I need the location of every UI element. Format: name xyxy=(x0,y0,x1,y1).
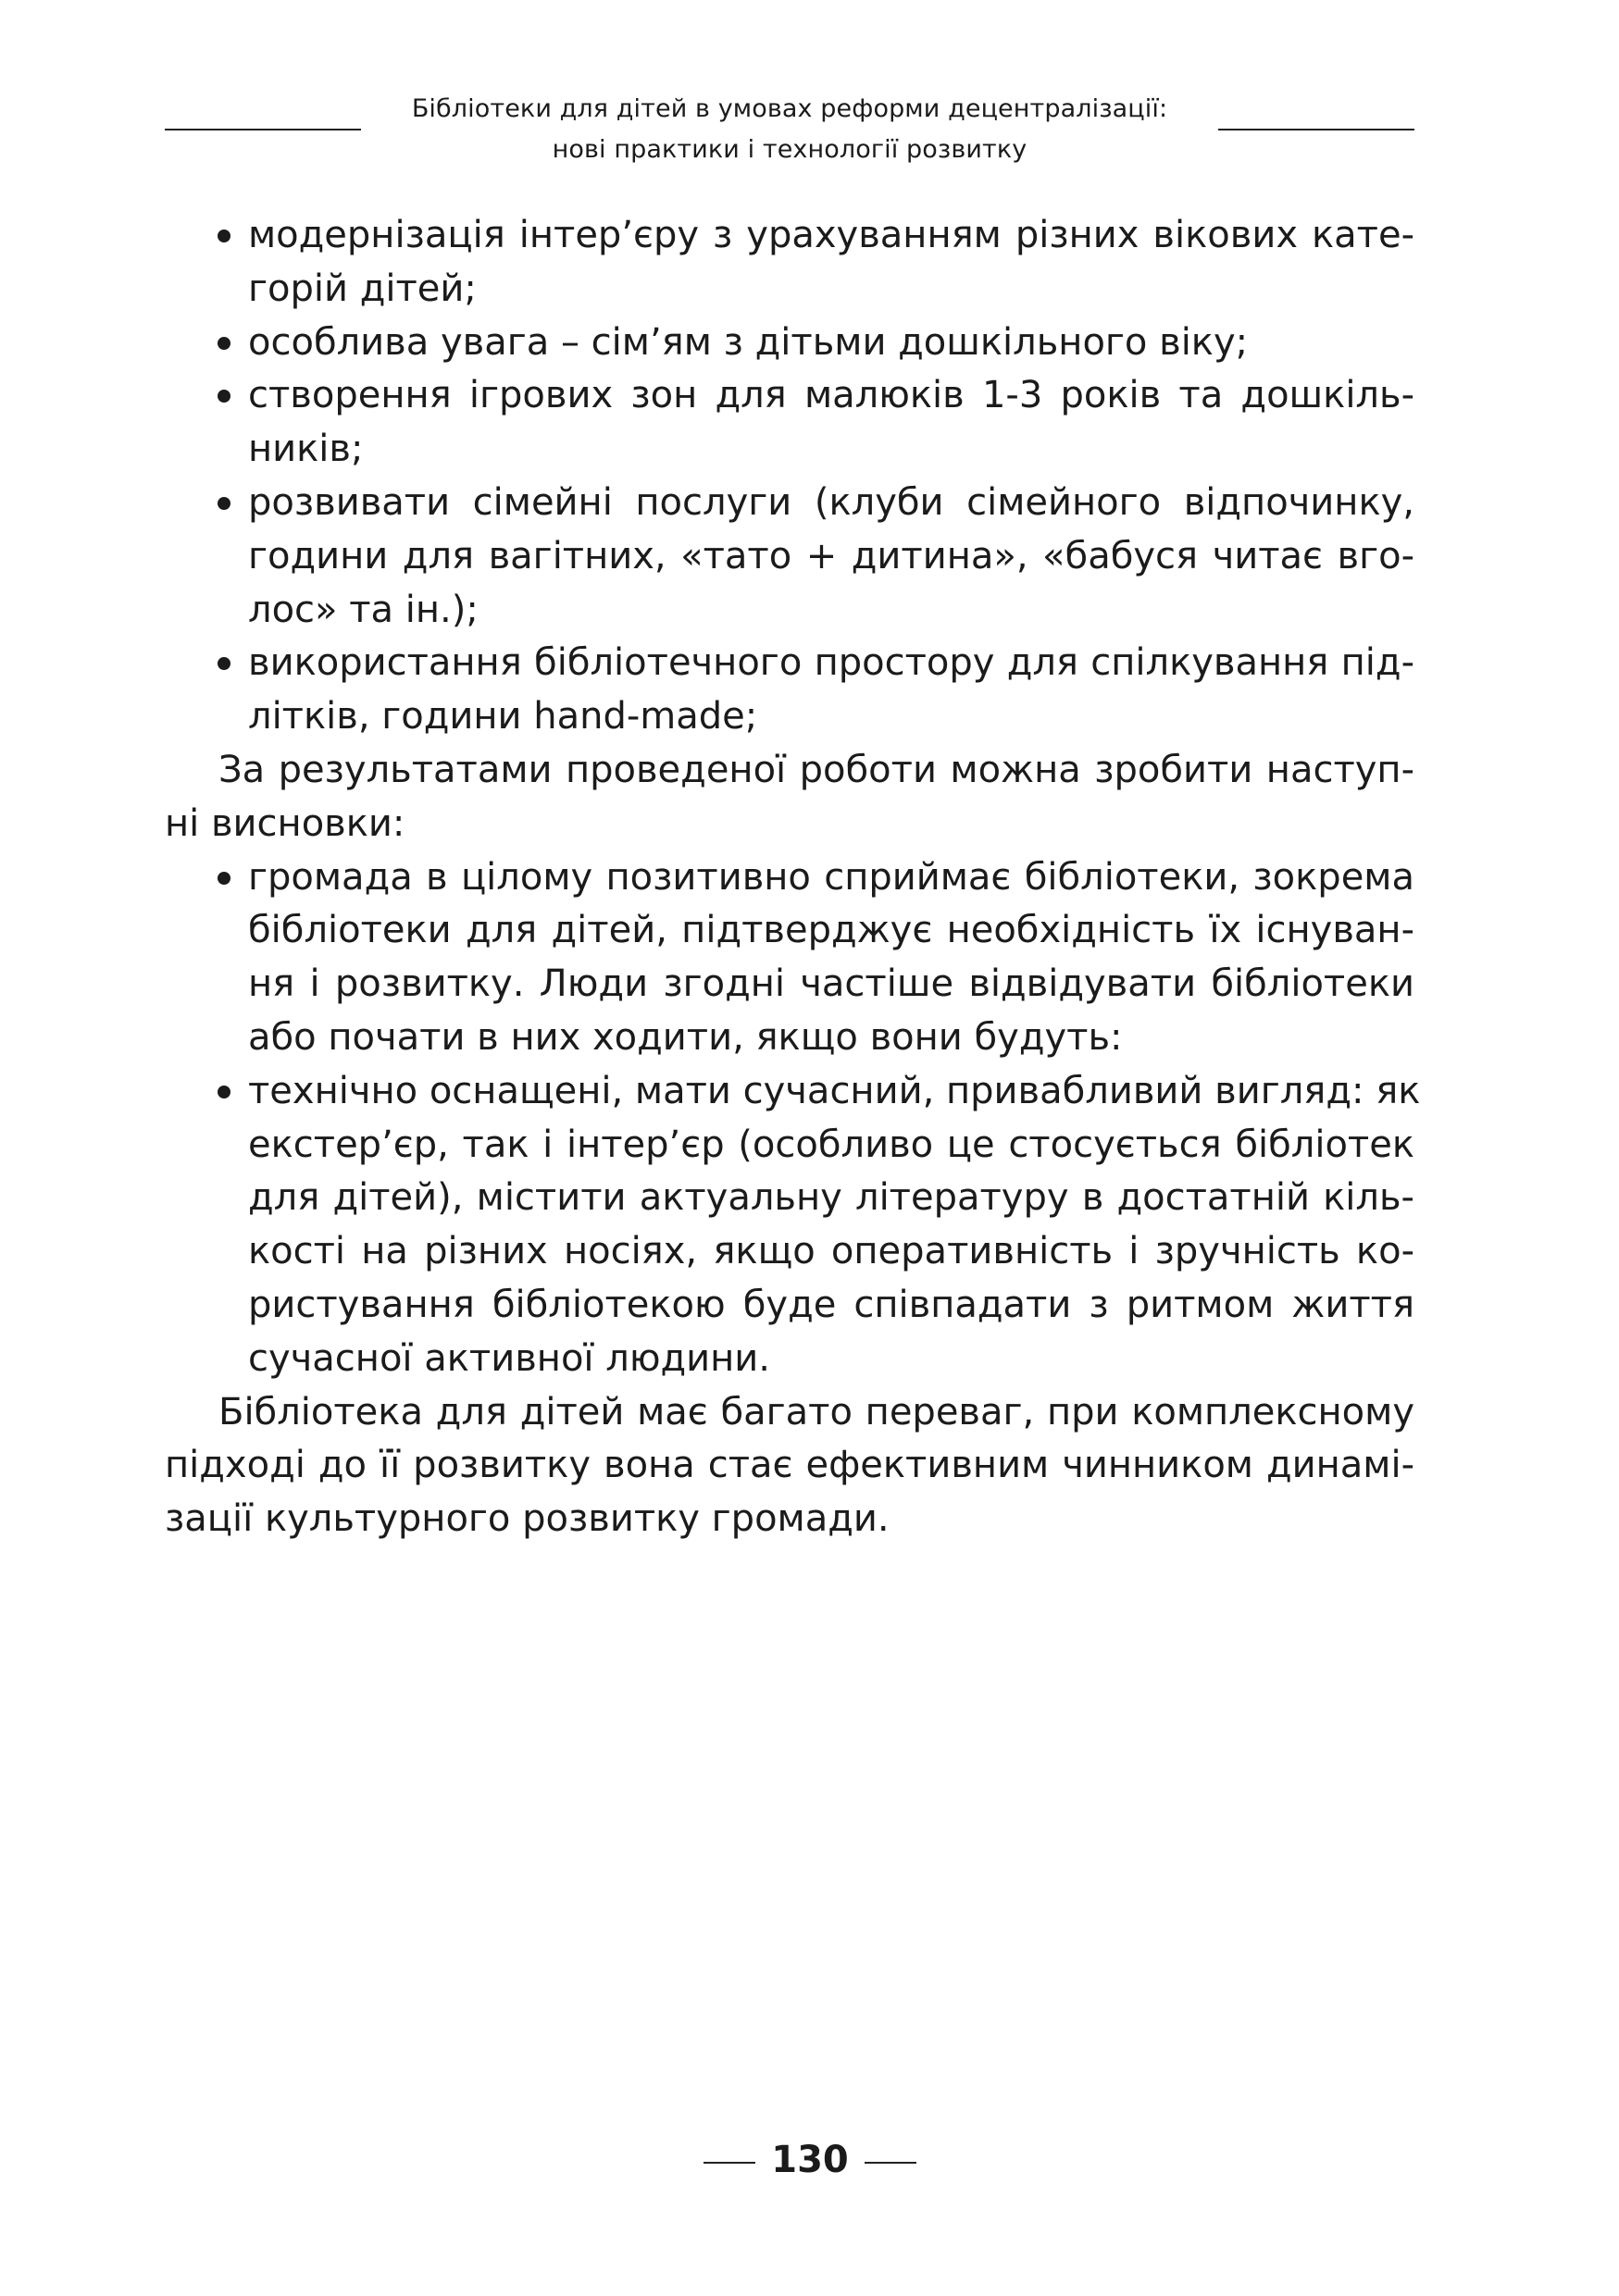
text-line: особлива увага – сім’ям з дітьми дошкільного віку; xyxy=(248,320,1249,364)
text-line: громада в цілому позитивно сприймає бібліотеки, зокрема xyxy=(248,855,1414,899)
text-line: лос» та ін.); xyxy=(248,588,479,631)
text-line: ні висновки: xyxy=(165,801,405,845)
text-line: підході до її розвитку вона стає ефективним чинником динамі- xyxy=(165,1444,1414,1487)
text-line: кості на різних носіях, якщо оперативність і зручність ко- xyxy=(248,1230,1414,1273)
paragraph xyxy=(165,744,1414,851)
header-rule-left xyxy=(165,129,361,130)
bullet-item xyxy=(165,477,1414,637)
bullet-dot-icon xyxy=(218,497,230,510)
text-line: або почати в них ходити, якщо вони будуть: xyxy=(248,1015,1123,1059)
text-line: модернізація інтер’єру з урахуванням різних вікових кате- xyxy=(248,214,1414,256)
header-title-line: нові практики і технології розвитку xyxy=(552,135,1027,164)
text-line: сучасної активної людини. xyxy=(248,1336,771,1380)
text-line: літків, години hand-made; xyxy=(248,695,758,738)
text-line: розвивати сімейні послуги (клуби сімейного відпочинку, xyxy=(248,480,1414,524)
bullet-item xyxy=(165,637,1414,744)
bullet-dot-icon xyxy=(218,1086,230,1098)
bullet-item xyxy=(165,209,1414,316)
bullet-item xyxy=(165,369,1414,477)
text-line: ня і розвитку. Люди згодні частіше відвідувати бібліотеки xyxy=(248,962,1414,1006)
text-line: ристування бібліотекою буде співпадати з ритмом життя xyxy=(248,1283,1414,1326)
text-line: технічно оснащені, мати сучасний, привабливий вигляд: як xyxy=(248,1069,1421,1112)
bullet-item xyxy=(165,1065,1421,1386)
footer-rule-left xyxy=(704,2162,755,2164)
text-line: створення ігрових зон для малюків 1-3 років та дошкіль- xyxy=(248,374,1414,417)
footer-rule-right xyxy=(865,2162,916,2164)
header-title-line: Бібліотеки для дітей в умовах реформи децентралізації: xyxy=(411,94,1168,123)
running-header xyxy=(165,89,1414,172)
text-line: За результатами проведеної роботи можна зробити наступ- xyxy=(218,748,1414,791)
text-line: зації культурного розвитку громади. xyxy=(165,1497,890,1541)
page-number: 130 xyxy=(771,2139,849,2181)
text-line: горій дітей; xyxy=(248,267,477,310)
bullet-item xyxy=(165,851,1414,1065)
text-line: години для вагітних, «тато + дитина», «бабуся читає вго- xyxy=(248,534,1414,577)
bullet-dot-icon xyxy=(218,337,230,350)
text-line: ників; xyxy=(248,428,364,471)
header-title xyxy=(378,89,1202,170)
text-line: бібліотеки для дітей, підтверджує необхідність їх існуван- xyxy=(248,909,1414,952)
page-footer xyxy=(704,2132,916,2188)
text-line: для дітей), містити актуальну літературу в достатній кіль- xyxy=(248,1176,1414,1220)
bullet-item xyxy=(165,316,1414,370)
text-line: Бібліотека для дітей має багато переваг, при комплексному xyxy=(218,1390,1414,1433)
paragraph xyxy=(165,1386,1414,1546)
text-line: екстер’єр, так і інтер’єр (особливо це стосується бібліотек xyxy=(248,1123,1414,1166)
body-text xyxy=(165,209,1421,1546)
text-line: використання бібліотечного простору для спілкування під- xyxy=(248,641,1414,685)
bullet-dot-icon xyxy=(218,872,230,885)
bullet-dot-icon xyxy=(218,230,230,242)
header-rule-right xyxy=(1218,129,1414,130)
